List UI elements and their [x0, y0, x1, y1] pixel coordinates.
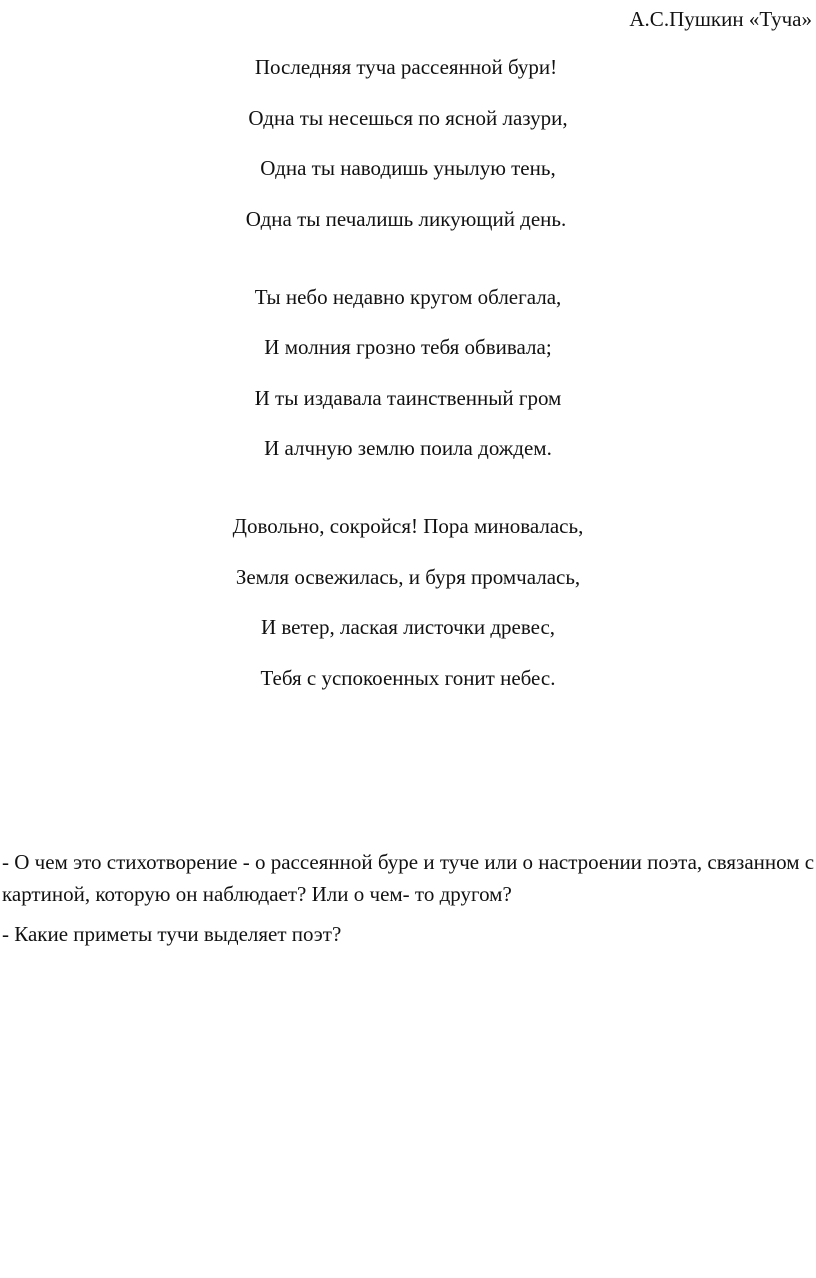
stanza-3: [0, 513, 816, 691]
poem-line: Последняя туча рассеянной бури!: [254, 55, 558, 79]
poem-line: Одна ты печалишь ликующий день.: [245, 206, 567, 231]
poem: [0, 54, 816, 743]
poem-line: Одна ты несешься по ясной лазури,: [248, 105, 568, 130]
poem-line: И молния грозно тебя обвивала;: [264, 335, 552, 359]
discussion-questions: [2, 846, 816, 958]
poem-line: И алчную землю поила дождем.: [264, 436, 552, 460]
poem-line: И ты издавала таинственный гром: [254, 385, 562, 410]
poem-line: Ты небо недавно кругом облегала,: [254, 284, 562, 309]
poem-line: Одна ты наводишь унылую тень,: [260, 156, 556, 180]
question-2: - Какие приметы тучи выделяет поэт?: [2, 922, 342, 946]
poem-line: И ветер, лаская листочки древес,: [260, 615, 556, 639]
question-1: - О чем это стихотворение - о рассеянной буре и туче или о настроении поэта, связанном с картиной, которую он наблюдает? Или о чем- то другом?: [2, 850, 815, 906]
stanza-1: [0, 54, 816, 232]
poem-line: Земля освежилась, и буря промчалась,: [235, 564, 581, 589]
poem-author-title: А.С.Пушкин «Туча»: [629, 7, 812, 31]
stanza-2: [0, 284, 816, 462]
poem-line: Довольно, сокройся! Пора миновалась,: [232, 514, 584, 538]
poem-line: Тебя с успокоенных гонит небес.: [260, 665, 556, 690]
